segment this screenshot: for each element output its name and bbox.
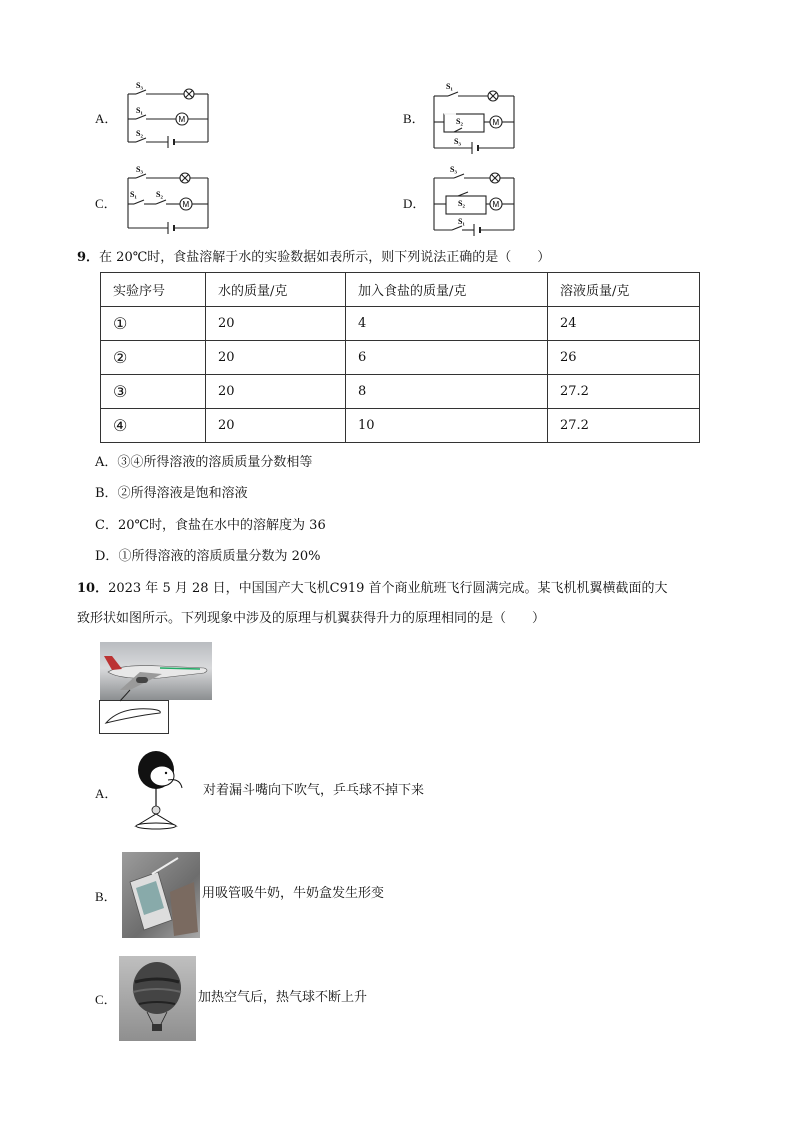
wing-cross-section xyxy=(99,700,169,734)
question-text: 在 20℃时，食盐溶解于水的实验数据如表所示，则下列说法正确的是（ ） xyxy=(99,250,551,265)
option-b-label: B． xyxy=(403,111,425,126)
circuit-diagram-c xyxy=(122,162,214,234)
q9-option-a[interactable] xyxy=(95,453,312,473)
option-letter: A． xyxy=(95,455,118,470)
option-c-label: C． xyxy=(95,196,117,211)
option-letter: B． xyxy=(95,486,118,501)
circuit-diagram-d xyxy=(428,162,520,236)
table-cell: 27.2 xyxy=(548,409,700,443)
question-number: 10． xyxy=(77,581,109,596)
table-cell: 20 xyxy=(206,409,346,443)
option-a-label: A． xyxy=(95,111,118,126)
table-cell: 24 xyxy=(548,307,700,341)
switch-s3-label: S₃ xyxy=(450,165,457,174)
q10-option-a-label: A． xyxy=(95,786,118,801)
q10-option-b-label: B． xyxy=(95,889,117,904)
q10-option-a-text[interactable]: 对着漏斗嘴向下吹气，乒乓球不掉下来 xyxy=(203,783,425,798)
airplane-photo xyxy=(100,642,212,700)
q10-option-b-text[interactable]: 用吸管吸牛奶，牛奶盒发生形变 xyxy=(202,886,385,901)
option-text: ②所得溶液是饱和溶液 xyxy=(117,486,248,501)
table-header-cell: 水的质量/克 xyxy=(206,273,346,307)
milk-carton-photo xyxy=(122,852,200,938)
table-cell: 10 xyxy=(346,409,548,443)
circuit-diagram-a xyxy=(122,78,214,154)
table-cell: 4 xyxy=(346,307,548,341)
table-row xyxy=(101,409,700,443)
switch-s3-label: S₃ xyxy=(136,165,143,174)
switch-s3-label: S₃ xyxy=(136,81,143,90)
question-9-stem xyxy=(77,247,550,269)
q10-option-c-text[interactable]: 加热空气后，热气球不断上升 xyxy=(198,990,368,1005)
option-letter: C． xyxy=(95,518,118,533)
option-letter: D． xyxy=(95,549,119,564)
q10-option-c-label: C． xyxy=(95,992,117,1007)
table-row xyxy=(101,341,700,375)
table-cell: ④ xyxy=(101,409,206,443)
option-text: ③④所得溶液的溶质质量分数相等 xyxy=(117,455,313,470)
switch-s1-label: S₁ xyxy=(130,190,137,199)
q9-option-c[interactable] xyxy=(95,516,326,536)
switch-s1-label: S₁ xyxy=(446,82,453,91)
table-cell: 20 xyxy=(206,375,346,409)
switch-s1-label: S₁ xyxy=(136,106,143,115)
question-text-line2: 致形状如图所示。下列现象中涉及的原理与机翼获得升力的原理相同的是（ ） xyxy=(77,611,546,626)
motor-label: M xyxy=(178,115,186,124)
option-d-label: D． xyxy=(403,196,426,211)
switch-s1-label: S₁ xyxy=(458,217,465,226)
q9-option-d[interactable] xyxy=(95,547,320,567)
option-text: 20℃时，食盐在水中的溶解度为 36 xyxy=(117,518,326,533)
motor-label: M xyxy=(492,200,500,209)
switch-s3-label: S₃ xyxy=(454,137,461,146)
table-cell: 8 xyxy=(346,375,548,409)
table-cell: ③ xyxy=(101,375,206,409)
table-cell: 27.2 xyxy=(548,375,700,409)
table-cell: 20 xyxy=(206,341,346,375)
circuit-diagram-b xyxy=(428,78,520,156)
q9-option-b[interactable] xyxy=(95,484,248,504)
experiment-data-table xyxy=(100,272,700,443)
switch-s2-label: S₂ xyxy=(456,117,463,126)
motor-label: M xyxy=(492,118,500,127)
option-text: ①所得溶液的溶质质量分数为 20% xyxy=(118,549,321,564)
table-cell: ① xyxy=(101,307,206,341)
question-text-line1: 2023 年 5 月 28 日，中国国产大飞机C919 首个商业航班飞行圆满完成。某飞机机翼横截面的大 xyxy=(108,581,668,596)
switch-s2-label: S₂ xyxy=(156,190,163,199)
motor-label: M xyxy=(182,200,190,209)
table-cell: ② xyxy=(101,341,206,375)
table-header-cell: 加入食盐的质量/克 xyxy=(346,273,548,307)
table-header-row xyxy=(101,273,700,307)
question-number: 9． xyxy=(77,250,100,265)
switch-s2-label: S₂ xyxy=(458,199,465,208)
table-cell: 6 xyxy=(346,341,548,375)
table-row xyxy=(101,307,700,341)
table-header-cell: 实验序号 xyxy=(101,273,206,307)
callout-pointer xyxy=(118,688,138,702)
question-10-stem xyxy=(77,578,717,630)
hot-air-balloon-photo xyxy=(119,956,196,1041)
table-cell: 20 xyxy=(206,307,346,341)
funnel-blowing-illustration xyxy=(122,748,197,832)
table-header-cell: 溶液质量/克 xyxy=(548,273,700,307)
table-row xyxy=(101,375,700,409)
switch-s2-label: S₂ xyxy=(136,129,143,138)
table-cell: 26 xyxy=(548,341,700,375)
